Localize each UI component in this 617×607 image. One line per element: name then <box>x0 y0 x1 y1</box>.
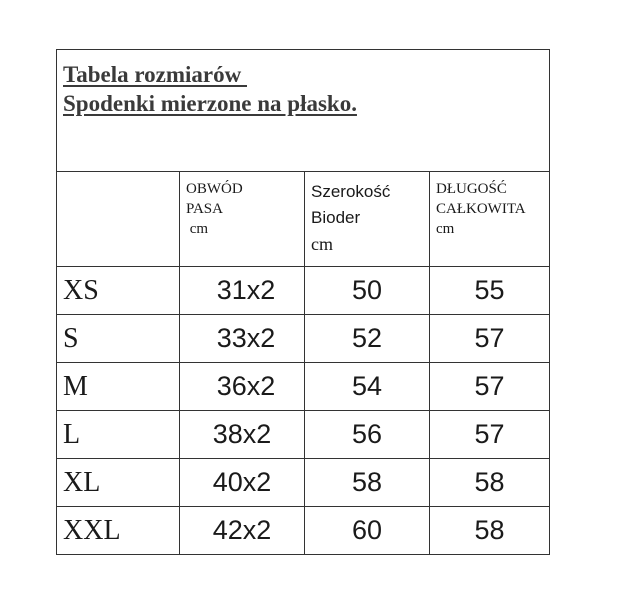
length-cell: 57 <box>430 363 550 411</box>
length-cell: 58 <box>430 459 550 507</box>
waist-cell: 33x2 <box>180 315 305 363</box>
table-row <box>57 315 550 363</box>
header-hips-label: Szerokość Bioder <box>311 182 391 227</box>
size-cell: L <box>57 411 180 459</box>
hips-cell: 60 <box>305 507 430 555</box>
title-line-2: Spodenki mierzone na płasko. <box>63 91 357 116</box>
waist-cell: 31x2 <box>180 267 305 315</box>
table-row <box>57 363 550 411</box>
header-size <box>57 172 180 267</box>
size-chart-table <box>56 49 550 555</box>
size-cell: XL <box>57 459 180 507</box>
header-length: DŁUGOŚĆ CAŁKOWITA cm <box>430 172 550 267</box>
length-cell: 57 <box>430 411 550 459</box>
size-cell: XXL <box>57 507 180 555</box>
title-row <box>57 50 550 172</box>
hips-cell: 54 <box>305 363 430 411</box>
waist-cell: 38x2 <box>180 411 305 459</box>
hips-cell: 52 <box>305 315 430 363</box>
table-title <box>57 50 550 172</box>
waist-cell: 42x2 <box>180 507 305 555</box>
length-cell: 58 <box>430 507 550 555</box>
table-row <box>57 267 550 315</box>
table-row <box>57 459 550 507</box>
table-row <box>57 411 550 459</box>
header-hips-unit: cm <box>311 234 333 254</box>
size-cell: S <box>57 315 180 363</box>
header-waist: OBWÓD PASA cm <box>180 172 305 267</box>
length-cell: 55 <box>430 267 550 315</box>
header-row <box>57 172 550 267</box>
header-hips <box>305 172 430 267</box>
table-row <box>57 507 550 555</box>
size-cell: XS <box>57 267 180 315</box>
length-cell: 57 <box>430 315 550 363</box>
hips-cell: 50 <box>305 267 430 315</box>
waist-cell: 40x2 <box>180 459 305 507</box>
hips-cell: 56 <box>305 411 430 459</box>
waist-cell: 36x2 <box>180 363 305 411</box>
size-cell: M <box>57 363 180 411</box>
title-line-1: Tabela rozmiarów <box>63 62 247 87</box>
hips-cell: 58 <box>305 459 430 507</box>
